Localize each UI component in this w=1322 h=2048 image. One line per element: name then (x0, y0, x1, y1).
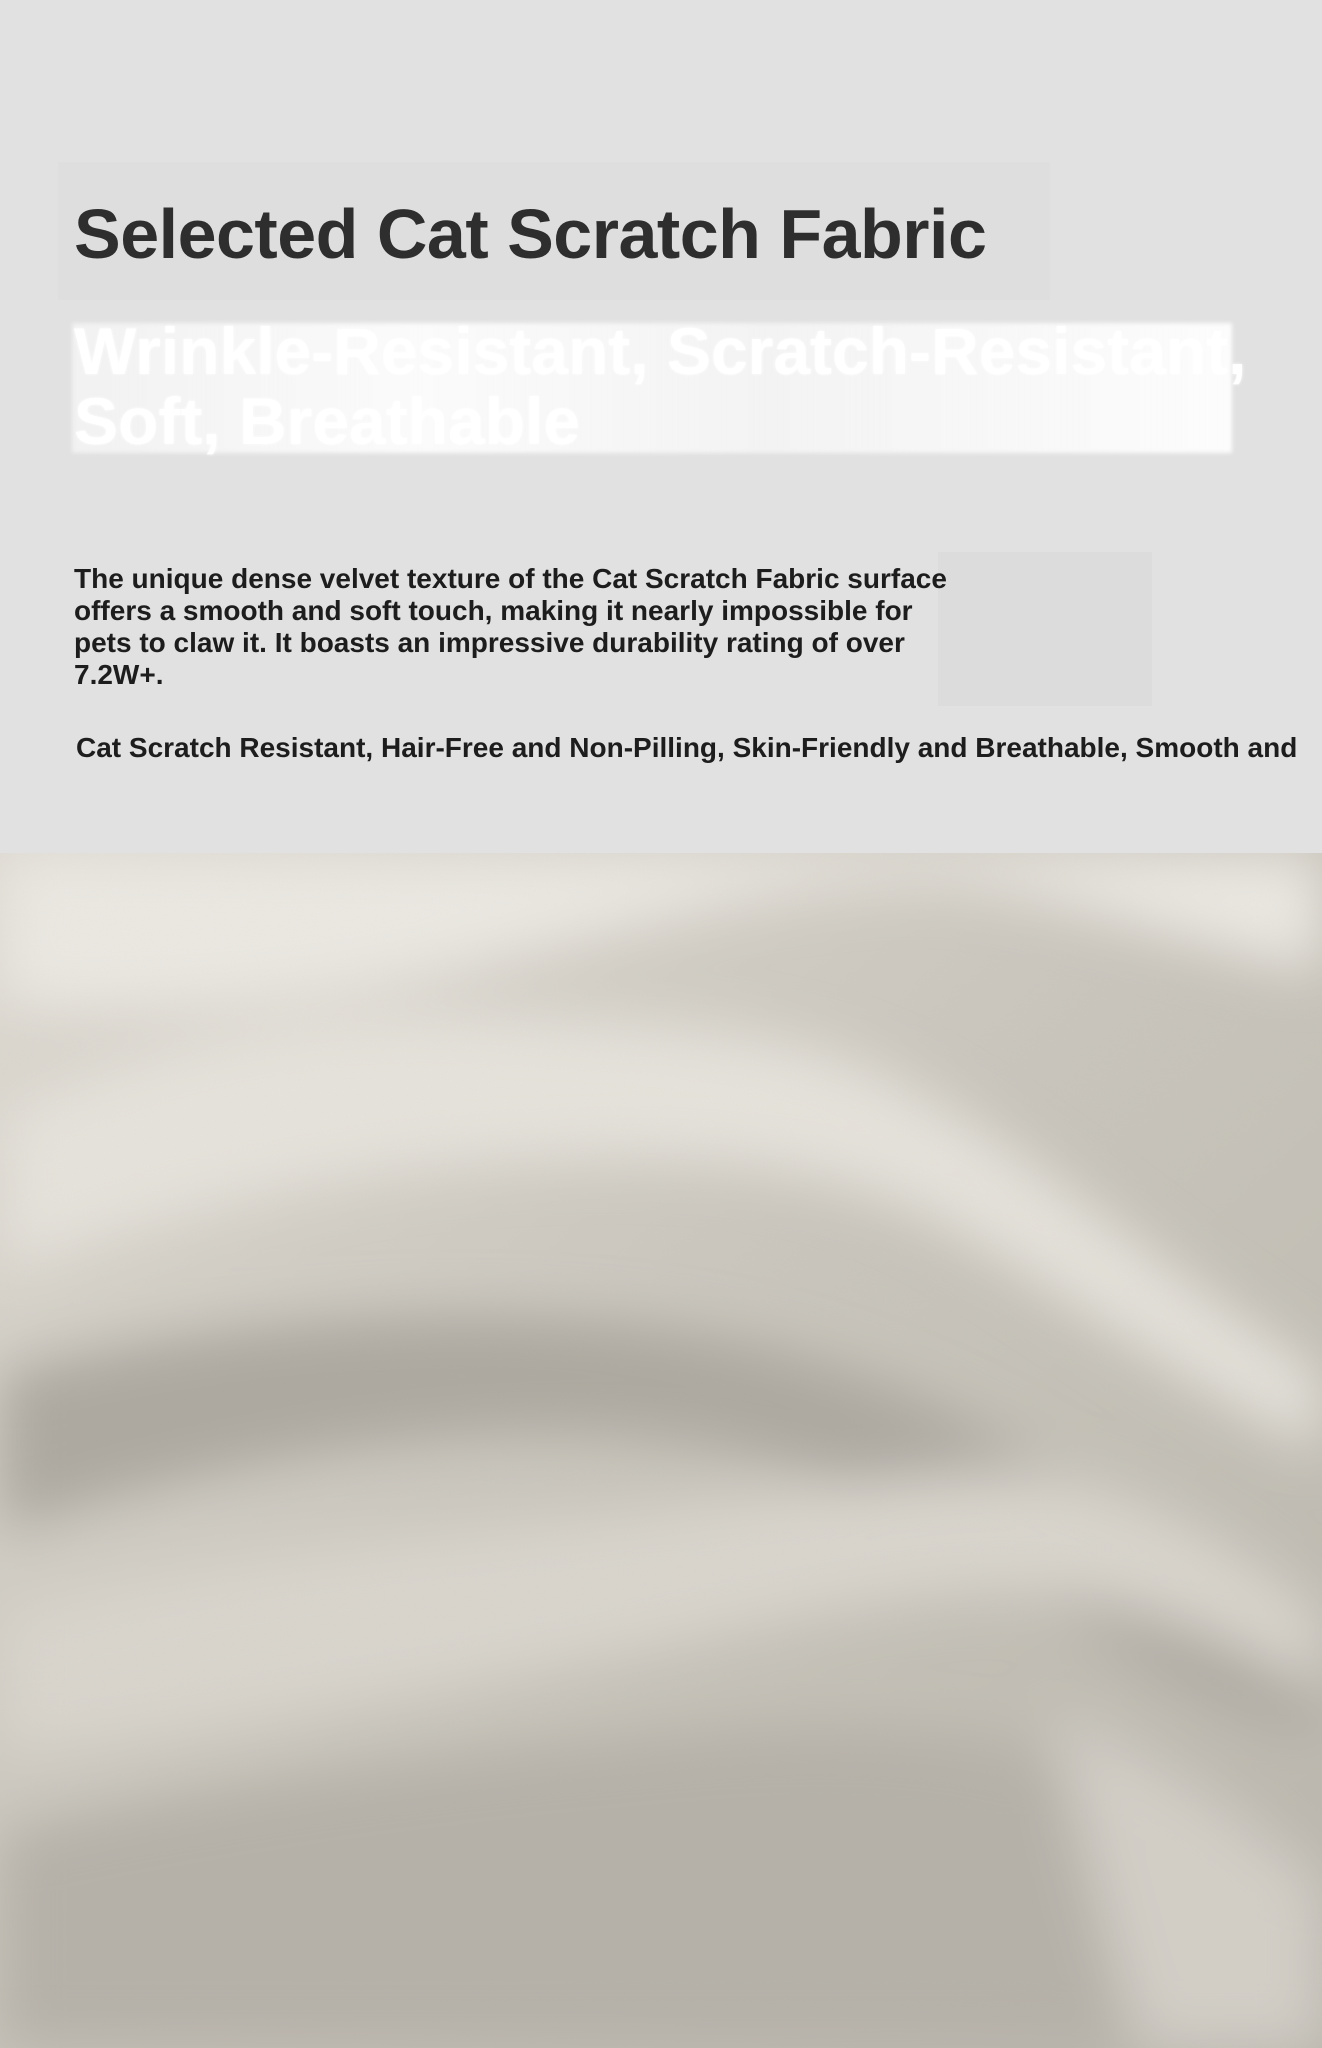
fabric-photo (0, 853, 1322, 2048)
description-text: The unique dense velvet texture of the Cat Scratch Fabric surface offers a smooth and soft touch, making it nearly impossible for pets to claw it. It boasts an impressive durability rating of over 7.2W+. (74, 563, 947, 690)
fabric-illustration (0, 853, 1322, 2048)
page-title: Selected Cat Scratch Fabric (74, 195, 987, 273)
page-subtitle: Wrinkle-Resistant, Scratch-Resistant, Soft, Breathable (74, 314, 1247, 458)
features-list: Cat Scratch Resistant, Hair-Free and Non-Pilling, Skin-Friendly and Breathable, Smooth and (76, 732, 1298, 763)
